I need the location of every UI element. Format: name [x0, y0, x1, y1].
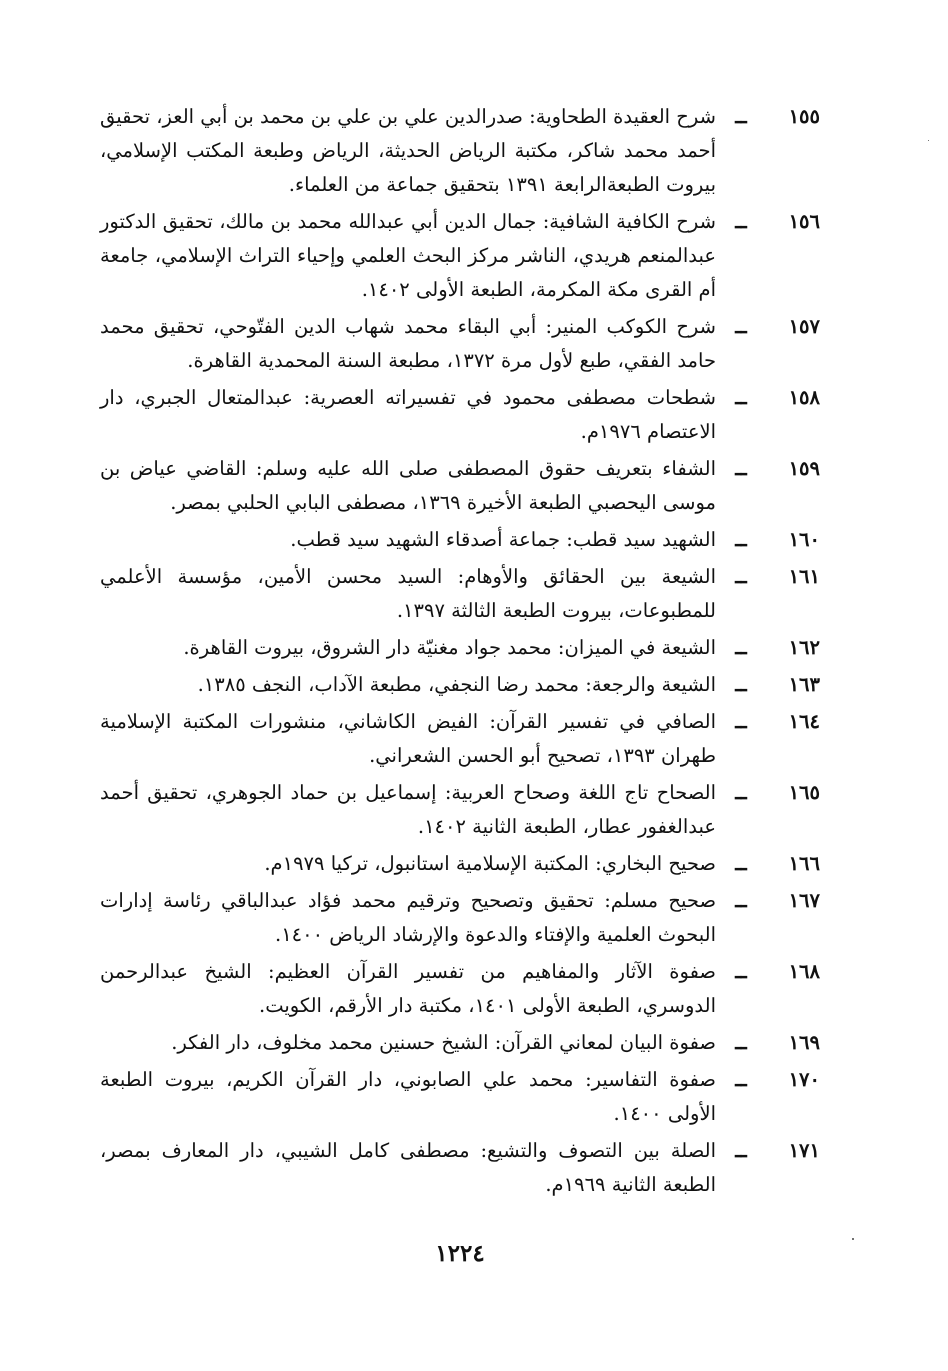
- entry-text: صفوة البيان لمعاني القرآن: الشيخ حسنين محمد مخلوف، دار الفكر.: [171, 1031, 716, 1054]
- bibliography-entry: [100, 523, 820, 557]
- entry-dash: ــ: [735, 105, 747, 128]
- entry-number: ١٥٨: [788, 386, 820, 409]
- entry-text: الصحاح تاج اللغة وصحاح العربية: إسماعيل بن حماد الجوهري، تحقيق أحمد عبدالغفور عطار، الطبعة الثانية ١٤٠٢.: [100, 781, 716, 838]
- bibliography-page: [100, 100, 820, 1340]
- bibliography-entry: [100, 560, 820, 628]
- entry-dash: ــ: [735, 315, 747, 338]
- entry-number: ١٦٨: [788, 960, 820, 983]
- entry-number: ١٦٢: [788, 636, 820, 659]
- entry-dash: ــ: [735, 528, 747, 551]
- entry-number: ١٦٣: [788, 673, 820, 696]
- scan-speck: [852, 1238, 854, 1240]
- entry-number: ١٥٧: [788, 315, 820, 338]
- entry-number: ١٥٩: [788, 457, 820, 480]
- entry-dash: ــ: [735, 710, 747, 733]
- entry-number: ١٦٧: [788, 889, 820, 912]
- entry-number: ١٦٩: [788, 1031, 820, 1054]
- entry-text: شرح الكوكب المنير: أبي البقاء محمد شهاب الدين الفتّوحي، تحقيق محمد حامد الفقي، طبع لأول مرة ١٣٧٢، مطبعة السنة المحمدية القاهرة.: [100, 315, 716, 372]
- entry-text: شطحات مصطفى محمود في تفسيراته العصرية: عبدالمتعال الجبري، دار الاعتصام ١٩٧٦م.: [100, 386, 716, 443]
- scan-speck: [928, 140, 929, 141]
- entry-dash: ــ: [735, 565, 747, 588]
- entry-dash: ــ: [735, 210, 747, 233]
- entry-number: ١٦٤: [788, 710, 820, 733]
- entry-number: ١٧١: [788, 1139, 820, 1162]
- entry-text: الشهيد سيد قطب: جماعة أصدقاء الشهيد سيد قطب.: [290, 528, 716, 551]
- bibliography-list: [100, 100, 820, 1202]
- bibliography-entry: [100, 381, 820, 449]
- entry-number: ١٦٥: [788, 781, 820, 804]
- bibliography-entry: [100, 100, 820, 202]
- entry-text: شرح الكافية الشافية: جمال الدين أبي عبدالله محمد بن مالك، تحقيق الدكتور عبدالمنعم هريدي، الناشر مركز البحث العلمي وإحياء التراث الإسلامي، جامعة أم القرى مكة المكرمة، الطبعة الأولى ١٤٠٢.: [100, 210, 716, 301]
- bibliography-entry: [100, 1026, 820, 1060]
- bibliography-entry: [100, 884, 820, 952]
- bibliography-entry: [100, 631, 820, 665]
- bibliography-entry: [100, 205, 820, 307]
- entry-dash: ــ: [735, 852, 747, 875]
- entry-dash: ــ: [735, 960, 747, 983]
- entry-dash: ــ: [735, 1068, 747, 1091]
- bibliography-entry: [100, 1134, 820, 1202]
- entry-text: صفوة التفاسير: محمد علي الصابوني، دار القرآن الكريم، بيروت الطبعة الأولى ١٤٠٠.: [100, 1068, 716, 1125]
- bibliography-entry: [100, 668, 820, 702]
- entry-text: شرح العقيدة الطحاوية: صدرالدين علي بن علي بن محمد بن أبي العز، تحقيق أحمد محمد شاكر، مكتبة الرياض الحديثة، الرياض وطبعة المكتب الإسلامي، بيروت الطبعةالرابعة ١٣٩١ بتحقيق جماعة من العلماء.: [100, 105, 716, 196]
- page-number: ١٢٢٤: [435, 1240, 485, 1267]
- entry-text: الصلة بين التصوف والتشيع: مصطفى كامل الشيبي، دار المعارف بمصر، الطبعة الثانية ١٩٦٩م.: [100, 1139, 716, 1196]
- entry-number: ١٥٥: [788, 105, 820, 128]
- bibliography-entry: [100, 705, 820, 773]
- bibliography-entry: [100, 955, 820, 1023]
- entry-number: ١٧٠: [788, 1068, 820, 1091]
- entry-dash: ــ: [735, 386, 747, 409]
- bibliography-entry: [100, 776, 820, 844]
- entry-text: الشيعة بين الحقائق والأوهام: السيد محسن الأمين، مؤسسة الأعلمي للمطبوعات، بيروت الطبعة الثالثة ١٣٩٧.: [100, 565, 716, 622]
- entry-text: الشيعة والرجعة: محمد رضا النجفي، مطبعة الآداب، النجف ١٣٨٥.: [197, 673, 716, 696]
- entry-text: الشيعة في الميزان: محمد جواد مغنيّة دار الشروق، بيروت القاهرة.: [183, 636, 716, 659]
- entry-dash: ــ: [735, 889, 747, 912]
- entry-dash: ــ: [735, 673, 747, 696]
- entry-text: صفوة الآثار والمفاهيم من تفسير القرآن العظيم: الشيخ عبدالرحمن الدوسري، الطبعة الأولى ١٤٠١، مكتبة دار الأرقم، الكويت.: [100, 960, 716, 1017]
- entry-dash: ــ: [735, 781, 747, 804]
- entry-dash: ــ: [735, 1031, 747, 1054]
- entry-text: الصافي في تفسير القرآن: الفيض الكاشاني، منشورات المكتبة الإسلامية طهران ١٣٩٣، تصحيح أبو الحسن الشعراني.: [100, 710, 716, 767]
- entry-text: صحيح البخاري: المكتبة الإسلامية استانبول، تركيا ١٩٧٩م.: [264, 852, 716, 875]
- bibliography-entry: [100, 847, 820, 881]
- entry-number: ١٦٠: [788, 528, 820, 551]
- entry-number: ١٦٦: [788, 852, 820, 875]
- entry-dash: ــ: [735, 457, 747, 480]
- entry-number: ١٦١: [788, 565, 820, 588]
- entry-number: ١٥٦: [788, 210, 820, 233]
- entry-dash: ــ: [735, 636, 747, 659]
- bibliography-entry: [100, 452, 820, 520]
- entry-text: الشفاء بتعريف حقوق المصطفى صلى الله عليه وسلم: القاضي عياض بن موسى اليحصبي الطبعة الأخيرة ١٣٦٩، مصطفى البابي الحلبي بمصر.: [100, 457, 716, 514]
- entry-dash: ــ: [735, 1139, 747, 1162]
- bibliography-entry: [100, 310, 820, 378]
- bibliography-entry: [100, 1063, 820, 1131]
- entry-text: صحيح مسلم: تحقيق وتصحيح وترقيم محمد فؤاد عبدالباقي رئاسة إدارات البحوث العلمية والإفتاء والدعوة والإرشاد الرياض ١٤٠٠.: [100, 889, 716, 946]
